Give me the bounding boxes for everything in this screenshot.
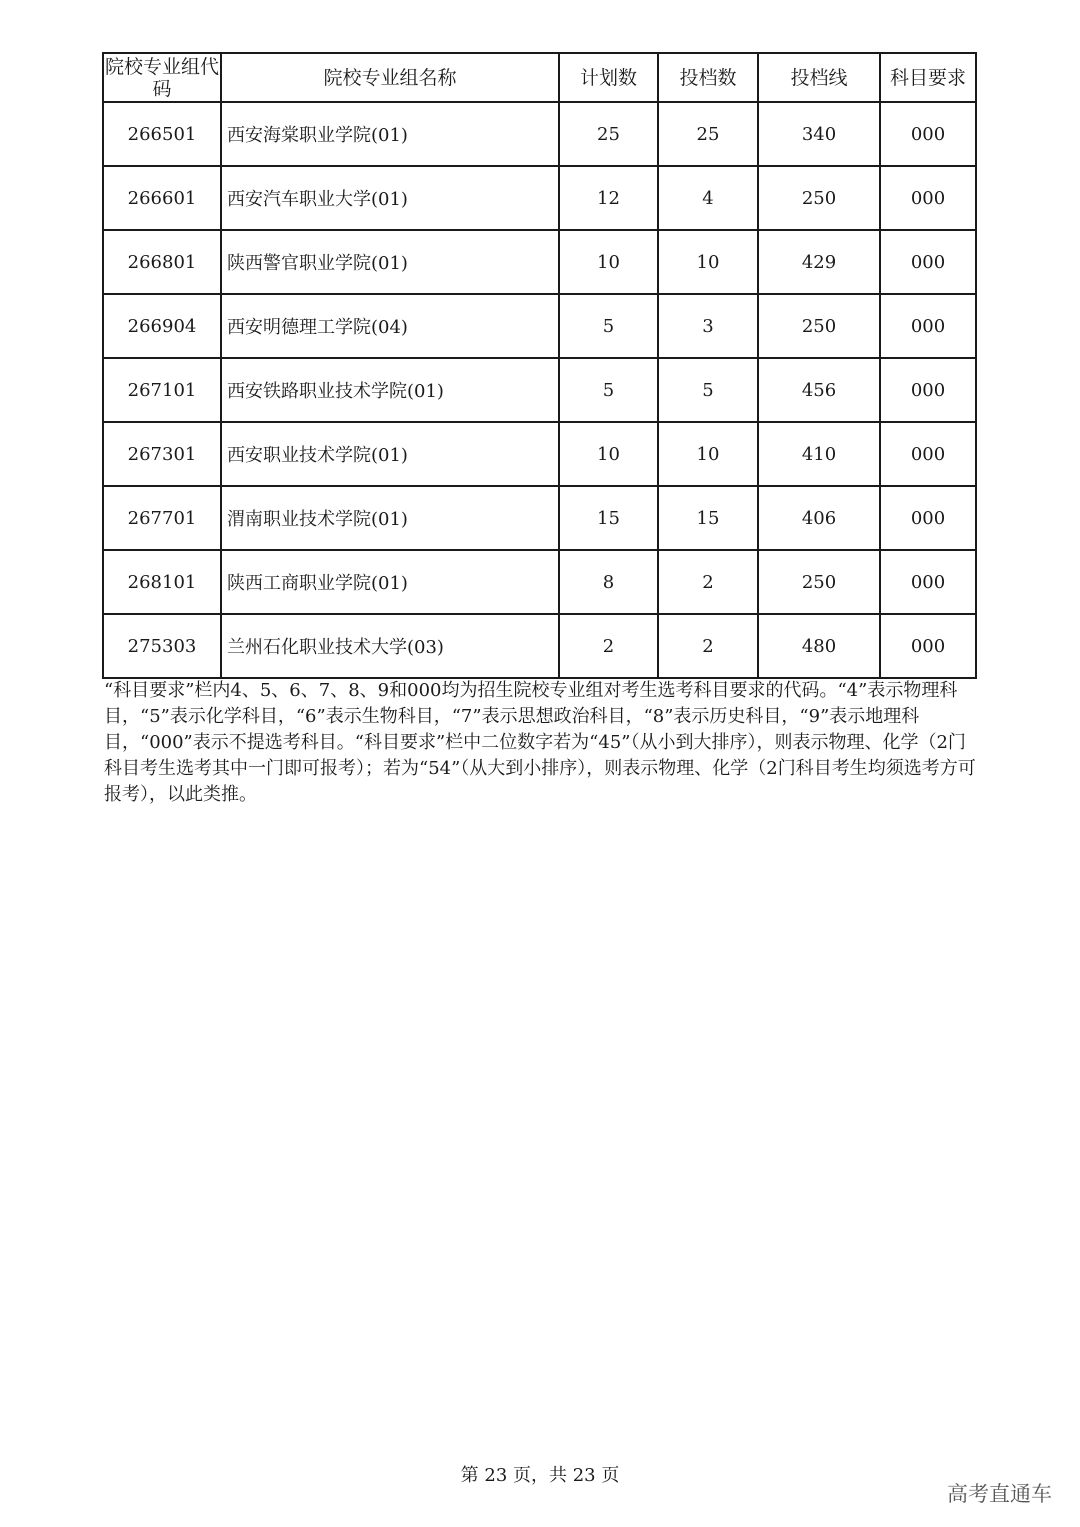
cell-name: 陕西警官职业学院(01)	[221, 230, 559, 294]
cell-subject: 000	[880, 614, 976, 678]
cell-subject: 000	[880, 550, 976, 614]
cell-score: 410	[758, 422, 880, 486]
header-score: 投档线	[758, 53, 880, 102]
cell-plan: 10	[559, 422, 658, 486]
cell-plan: 15	[559, 486, 658, 550]
cell-plan: 25	[559, 102, 658, 166]
cell-name: 西安铁路职业技术学院(01)	[221, 358, 559, 422]
table-row	[103, 102, 976, 166]
cell-code: 266501	[103, 102, 221, 166]
cell-plan: 2	[559, 614, 658, 678]
cell-code: 266601	[103, 166, 221, 230]
cell-score: 429	[758, 230, 880, 294]
cell-subject: 000	[880, 294, 976, 358]
cell-name: 西安职业技术学院(01)	[221, 422, 559, 486]
cell-subject: 000	[880, 166, 976, 230]
cell-plan: 8	[559, 550, 658, 614]
cell-score: 480	[758, 614, 880, 678]
cell-subject: 000	[880, 358, 976, 422]
cell-score: 250	[758, 294, 880, 358]
cell-name: 西安海棠职业学院(01)	[221, 102, 559, 166]
header-name: 院校专业组名称	[221, 53, 559, 102]
cell-subject: 000	[880, 102, 976, 166]
header-subject: 科目要求	[880, 53, 976, 102]
table-row	[103, 294, 976, 358]
cell-score: 340	[758, 102, 880, 166]
table-row	[103, 358, 976, 422]
cell-subject: 000	[880, 486, 976, 550]
admission-table	[102, 52, 977, 679]
cell-admitted: 5	[658, 358, 758, 422]
cell-name: 西安汽车职业大学(01)	[221, 166, 559, 230]
cell-admitted: 2	[658, 550, 758, 614]
cell-score: 456	[758, 358, 880, 422]
cell-code: 267101	[103, 358, 221, 422]
cell-plan: 5	[559, 294, 658, 358]
cell-score: 250	[758, 166, 880, 230]
cell-name: 陕西工商职业学院(01)	[221, 550, 559, 614]
table-row	[103, 614, 976, 678]
cell-score: 406	[758, 486, 880, 550]
cell-admitted: 3	[658, 294, 758, 358]
subject-code-note: “科目要求”栏内4、5、6、7、8、9和000均为招生院校专业组对考生选考科目要求的代码。“4”表示物理科目，“5”表示化学科目，“6”表示生物科目，“7”表示思想政治科目，“8”表示历史科目，“9”表示地理科目，“000”表示不提选考科目。“科目要求”栏中二位数字若为“45”（从小到大排序），则表示物理、化学（2门科目考生选考其中一门即可报考）；若为“54”（从大到小排序），则表示物理、化学（2门科目考生均须选考方可报考），以此类推。	[104, 680, 976, 805]
header-admitted: 投档数	[658, 53, 758, 102]
header-code: 院校专业组代码	[103, 53, 221, 102]
cell-admitted: 2	[658, 614, 758, 678]
cell-name: 兰州石化职业技术大学(03)	[221, 614, 559, 678]
watermark: 高考直通车	[947, 1482, 1052, 1506]
cell-code: 275303	[103, 614, 221, 678]
table-row	[103, 486, 976, 550]
cell-admitted: 4	[658, 166, 758, 230]
cell-name: 西安明德理工学院(04)	[221, 294, 559, 358]
cell-name: 渭南职业技术学院(01)	[221, 486, 559, 550]
cell-admitted: 10	[658, 422, 758, 486]
table-row	[103, 550, 976, 614]
cell-code: 267301	[103, 422, 221, 486]
cell-code: 266904	[103, 294, 221, 358]
cell-code: 266801	[103, 230, 221, 294]
cell-plan: 12	[559, 166, 658, 230]
cell-subject: 000	[880, 422, 976, 486]
cell-admitted: 15	[658, 486, 758, 550]
table-row	[103, 166, 976, 230]
cell-plan: 5	[559, 358, 658, 422]
cell-code: 268101	[103, 550, 221, 614]
table-header-row	[103, 53, 976, 102]
cell-code: 267701	[103, 486, 221, 550]
header-plan: 计划数	[559, 53, 658, 102]
table-row	[103, 422, 976, 486]
cell-admitted: 10	[658, 230, 758, 294]
cell-subject: 000	[880, 230, 976, 294]
cell-admitted: 25	[658, 102, 758, 166]
table-row	[103, 230, 976, 294]
cell-score: 250	[758, 550, 880, 614]
page-number: 第 23 页，共 23 页	[460, 1465, 620, 1486]
cell-plan: 10	[559, 230, 658, 294]
